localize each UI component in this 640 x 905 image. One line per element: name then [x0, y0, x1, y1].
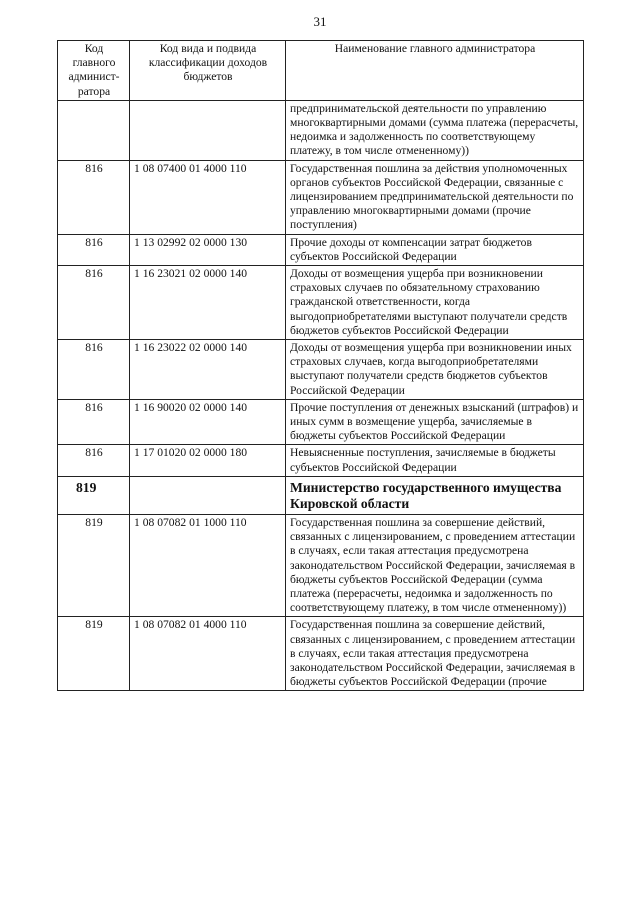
- table-row: [58, 399, 584, 445]
- admin-code-cell: 816: [58, 160, 130, 234]
- table-row: [58, 160, 584, 234]
- admin-name-cell: Государственная пошлина за действия уполномоченных органов субъектов Российской Федерации, связанные с лицензированием предпринимательской деятельности по управлению многоквартирными домами (прочие поступления): [286, 160, 584, 234]
- admin-name-cell: Прочие поступления от денежных взысканий (штрафов) и иных сумм в возмещение ущерба, зачисляемые в бюджеты субъектов Российской Федерации: [286, 399, 584, 445]
- admin-code-cell: 816: [58, 340, 130, 400]
- section-row: [58, 476, 584, 514]
- admin-code-cell: 816: [58, 266, 130, 340]
- income-code-cell: [130, 100, 286, 160]
- table-row: [58, 266, 584, 340]
- admin-code-cell: 819: [58, 514, 130, 616]
- income-code-cell: 1 16 90020 02 0000 140: [130, 399, 286, 445]
- table-row: [58, 234, 584, 265]
- admin-code-cell: 816: [58, 234, 130, 265]
- revenue-administrators-table: [57, 40, 584, 691]
- admin-name-cell: Доходы от возмещения ущерба при возникновении страховых случаев по обязательному страхованию гражданской ответственности, когда выгодоприобретателями выступают получатели средств бюджетов субъектов Российской Федерации: [286, 266, 584, 340]
- table-row: [58, 100, 584, 160]
- income-code-cell: [130, 476, 286, 514]
- income-code-cell: 1 08 07082 01 1000 110: [130, 514, 286, 616]
- header-admin-name: Наименование главного администратора: [286, 41, 584, 101]
- table-body: [58, 100, 584, 691]
- admin-code-cell: 816: [58, 445, 130, 476]
- admin-code-cell: 819: [58, 617, 130, 691]
- admin-name-cell: Государственная пошлина за совершение действий, связанных с лицензированием, с проведением аттестации в случаях, если такая аттестация предусмотрена законодательством Российской Федерации, зачисляемая в бюджеты субъектов Российской Федерации (прочие: [286, 617, 584, 691]
- admin-code-cell: 816: [58, 399, 130, 445]
- admin-name-cell: Доходы от возмещения ущерба при возникновении иных страховых случаев, когда выгодоприобретателями выступают получатели средств бюджетов субъектов Российской Федерации: [286, 340, 584, 400]
- table-row: [58, 445, 584, 476]
- admin-name-cell: Прочие доходы от компенсации затрат бюджетов субъектов Российской Федерации: [286, 234, 584, 265]
- income-code-cell: 1 08 07400 01 4000 110: [130, 160, 286, 234]
- admin-name-cell: Государственная пошлина за совершение действий, связанных с лицензированием, с проведением аттестации в случаях, если такая аттестация предусмотрена законодательством Российской Федерации, зачисляемая в бюджеты субъектов Российской Федерации (сумма платежа (перерасчеты, недоимка и задолженность по соответствующему платежу, в том числе отмененному)): [286, 514, 584, 616]
- table-row: [58, 617, 584, 691]
- income-code-cell: 1 13 02992 02 0000 130: [130, 234, 286, 265]
- page-number: 31: [313, 14, 327, 29]
- admin-name-cell: предпринимательской деятельности по управлению многоквартирными домами (сумма платежа (перерасчеты, недоимка и задолженность по соответствующему платежу, в том числе отмененному)): [286, 100, 584, 160]
- table-row: [58, 514, 584, 616]
- admin-name-cell: Невыясненные поступления, зачисляемые в бюджеты субъектов Российской Федерации: [286, 445, 584, 476]
- income-code-cell: 1 08 07082 01 4000 110: [130, 617, 286, 691]
- admin-name-cell: Министерство государственного имущества Кировской области: [286, 476, 584, 514]
- header-income-code: Код вида и подвида классификации доходов бюджетов: [130, 41, 286, 101]
- table-row: [58, 340, 584, 400]
- income-code-cell: 1 16 23022 02 0000 140: [130, 340, 286, 400]
- header-admin-code: Код главного админист-ратора: [58, 41, 130, 101]
- table-header-row: [58, 41, 584, 101]
- income-code-cell: 1 17 01020 02 0000 180: [130, 445, 286, 476]
- income-code-cell: 1 16 23021 02 0000 140: [130, 266, 286, 340]
- admin-code-cell: 819: [58, 476, 130, 514]
- admin-code-cell: [58, 100, 130, 160]
